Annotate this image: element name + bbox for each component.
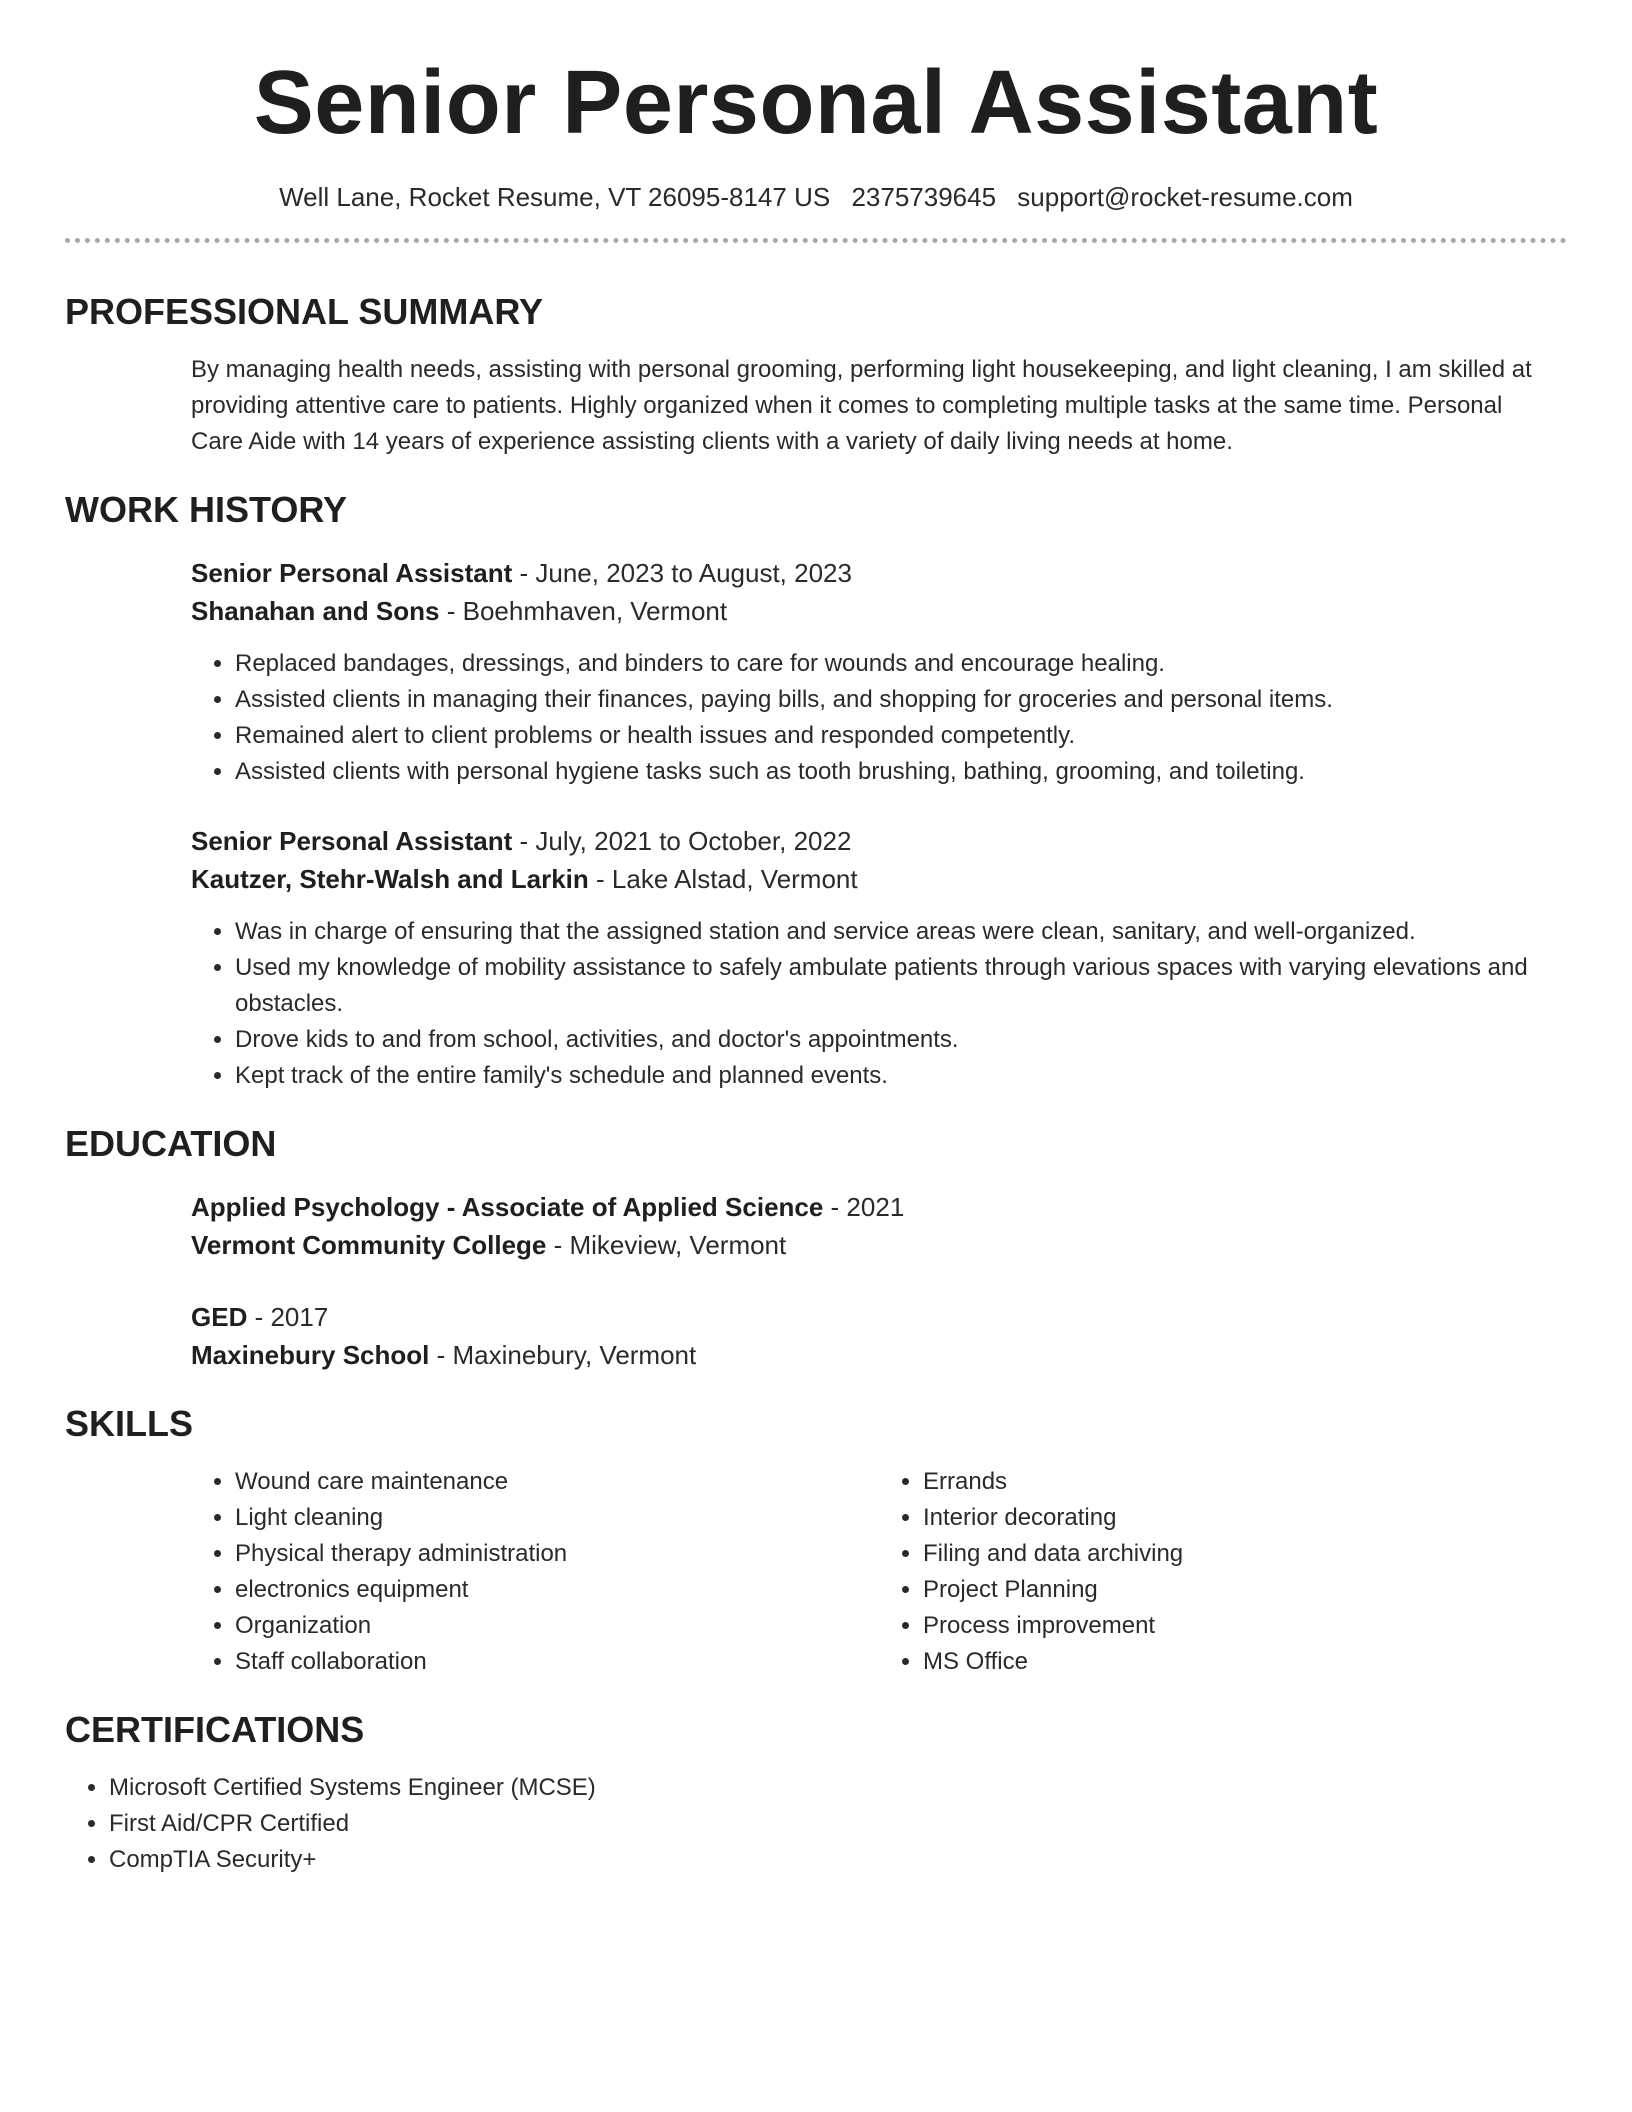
job-entry xyxy=(191,554,1567,790)
education-location: - Maxinebury, Vermont xyxy=(429,1340,697,1370)
education-school-line xyxy=(191,1226,1567,1264)
contact-line xyxy=(65,184,1567,210)
contact-address: Well Lane, Rocket Resume, VT 26095-8147 US xyxy=(279,182,831,212)
list-item: • Replaced bandages, dressings, and binders to care for wounds and encourage healing. xyxy=(235,646,1567,682)
list-item: • Interior decorating xyxy=(923,1500,1567,1536)
list-item: • Used my knowledge of mobility assistance to safely ambulate patients through various spaces with varying elevations and obstacles. xyxy=(235,950,1567,1022)
list-item: • Drove kids to and from school, activities, and doctor's appointments. xyxy=(235,1022,1567,1058)
job-role: Senior Personal Assistant xyxy=(191,826,513,856)
job-bullets xyxy=(191,646,1567,790)
education-entry xyxy=(191,1188,1567,1264)
education-school: Vermont Community College xyxy=(191,1230,547,1260)
list-item: • Organization xyxy=(235,1608,879,1644)
list-item: • First Aid/CPR Certified xyxy=(109,1806,1567,1842)
job-title-line xyxy=(191,554,1567,592)
skills-grid xyxy=(191,1464,1567,1680)
job-company-line xyxy=(191,860,1567,898)
list-item: • Light cleaning xyxy=(235,1500,879,1536)
work-history-section xyxy=(65,489,1567,1094)
education-year: - 2017 xyxy=(247,1302,329,1332)
skills-section xyxy=(65,1403,1567,1680)
summary-section xyxy=(65,291,1567,460)
job-role: Senior Personal Assistant xyxy=(191,558,513,588)
list-item: • Assisted clients in managing their finances, paying bills, and shopping for groceries and personal items. xyxy=(235,682,1567,718)
education-school-line xyxy=(191,1336,1567,1374)
list-item: • Staff collaboration xyxy=(235,1644,879,1680)
contact-email: support@rocket-resume.com xyxy=(1017,182,1353,212)
job-company-line xyxy=(191,592,1567,630)
job-location: - Lake Alstad, Vermont xyxy=(588,864,858,894)
section-title-education: EDUCATION xyxy=(65,1123,277,1164)
list-item: • Assisted clients with personal hygiene tasks such as tooth brushing, bathing, grooming, and toileting. xyxy=(235,754,1567,790)
education-location: - Mikeview, Vermont xyxy=(546,1230,787,1260)
job-dates: - June, 2023 to August, 2023 xyxy=(512,558,852,588)
education-degree: GED xyxy=(191,1302,248,1332)
certifications-list xyxy=(65,1770,1567,1878)
list-item: • Microsoft Certified Systems Engineer (MCSE) xyxy=(109,1770,1567,1806)
contact-phone: 2375739645 xyxy=(851,182,997,212)
skills-list-left xyxy=(191,1464,879,1680)
resume-name: Senior Personal Assistant xyxy=(253,53,1379,153)
list-item: • MS Office xyxy=(923,1644,1567,1680)
job-title-line xyxy=(191,822,1567,860)
job-company: Kautzer, Stehr-Walsh and Larkin xyxy=(191,864,589,894)
job-bullets xyxy=(191,914,1567,1094)
education-degree: Applied Psychology - Associate of Applied Science xyxy=(191,1192,824,1222)
list-item: • electronics equipment xyxy=(235,1572,879,1608)
list-item: • Kept track of the entire family's schedule and planned events. xyxy=(235,1058,1567,1094)
education-degree-line xyxy=(191,1188,1567,1226)
list-item: • Remained alert to client problems or health issues and responded competently. xyxy=(235,718,1567,754)
job-entry xyxy=(191,822,1567,1094)
section-title-skills: SKILLS xyxy=(65,1403,194,1444)
skills-list-right xyxy=(879,1464,1567,1680)
job-location: - Boehmhaven, Vermont xyxy=(439,596,728,626)
list-item: • Errands xyxy=(923,1464,1567,1500)
certifications-section xyxy=(65,1709,1567,1878)
job-dates: - July, 2021 to October, 2022 xyxy=(512,826,852,856)
education-entry xyxy=(191,1298,1567,1374)
education-school: Maxinebury School xyxy=(191,1340,430,1370)
summary-text: By managing health needs, assisting with personal grooming, performing light housekeeping, and light cleaning, I am skilled at providing attentive care to patients. Highly organized when it comes to completing multiple tasks at the same time. Personal Care Aide with 14 years of experience assisting clients with a variety of daily living needs at home. xyxy=(191,356,1532,455)
list-item: • Process improvement xyxy=(923,1608,1567,1644)
section-title-work: WORK HISTORY xyxy=(65,489,348,530)
section-title-certifications: CERTIFICATIONS xyxy=(65,1709,365,1750)
list-item: • Was in charge of ensuring that the assigned station and service areas were clean, sanitary, and well-organized. xyxy=(235,914,1567,950)
list-item: • Project Planning xyxy=(923,1572,1567,1608)
list-item: • CompTIA Security+ xyxy=(109,1842,1567,1878)
list-item: • Physical therapy administration xyxy=(235,1536,879,1572)
section-title-summary: PROFESSIONAL SUMMARY xyxy=(65,291,544,332)
job-company: Shanahan and Sons xyxy=(191,596,440,626)
education-degree-line xyxy=(191,1298,1567,1336)
education-section xyxy=(65,1123,1567,1374)
education-year: - 2021 xyxy=(823,1192,905,1222)
header-divider xyxy=(65,238,1567,243)
list-item: • Filing and data archiving xyxy=(923,1536,1567,1572)
list-item: • Wound care maintenance xyxy=(235,1464,879,1500)
